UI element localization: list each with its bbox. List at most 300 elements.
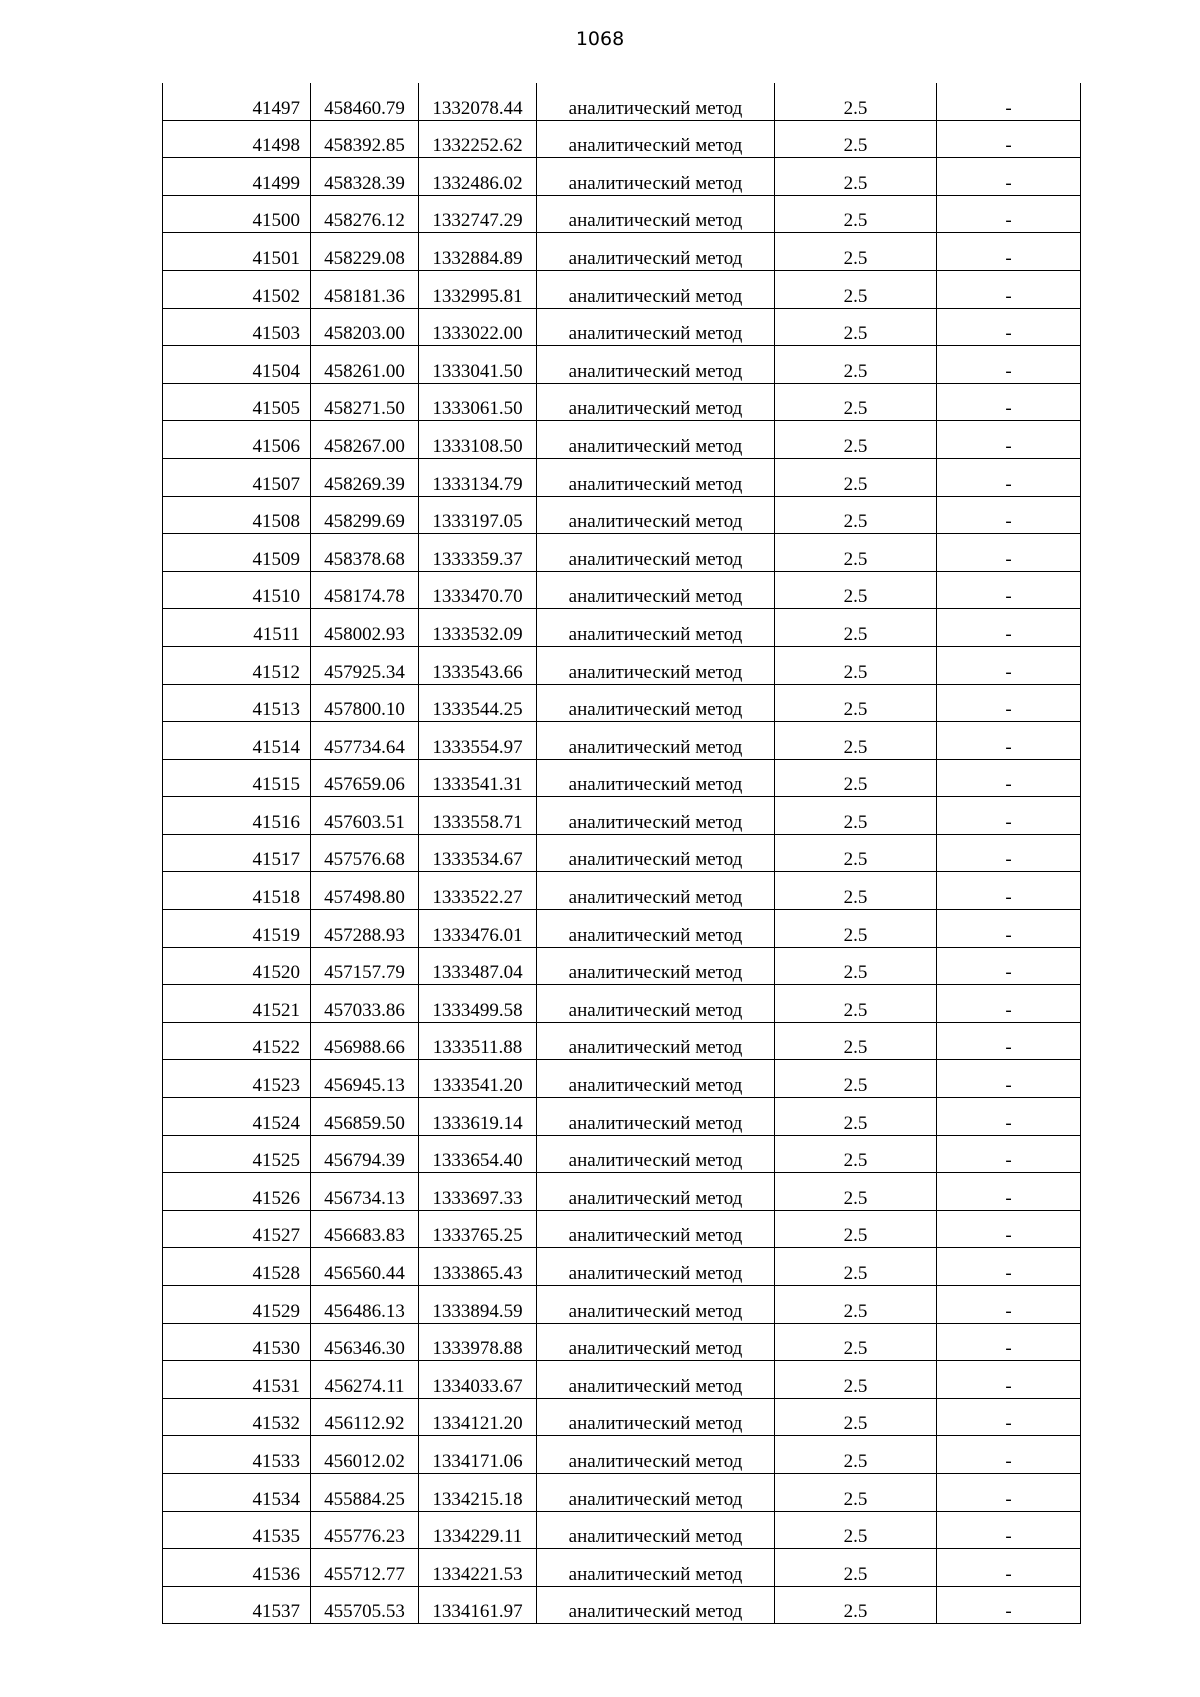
note-text: - [1005, 1338, 1012, 1360]
note-text: - [1005, 999, 1012, 1021]
x-coordinate-cell [311, 421, 419, 459]
accuracy-cell [775, 83, 937, 120]
note-text: - [1005, 1263, 1012, 1284]
x-coordinate-text: 458328.39 [324, 172, 405, 194]
method-text: аналитический метод [568, 548, 743, 570]
y-coordinate-text: 1333619.14 [432, 1112, 523, 1134]
y-coordinate-text: 1333543.66 [432, 661, 523, 683]
y-coordinate-text: 1332995.81 [432, 285, 523, 307]
method-text: аналитический метод [568, 1526, 743, 1548]
y-coordinate-cell [419, 346, 537, 384]
point-number-text: 41525 [252, 1150, 300, 1172]
note-cell [937, 383, 1081, 421]
y-coordinate-text: 1334121.20 [432, 1413, 523, 1435]
accuracy-text: 2.5 [843, 736, 868, 758]
accuracy-cell [775, 985, 937, 1023]
accuracy-text: 2.5 [843, 999, 868, 1021]
y-coordinate-text: 1334033.67 [432, 1375, 523, 1397]
note-text: - [1005, 924, 1012, 946]
table-row [163, 1210, 1081, 1248]
note-cell [937, 270, 1081, 308]
x-coordinate-text: 456734.13 [324, 1187, 405, 1209]
method-text: аналитический метод [568, 1150, 743, 1172]
method-text: аналитический метод [568, 1037, 743, 1059]
table-row [163, 722, 1081, 760]
y-coordinate-cell [419, 947, 537, 985]
point-number-cell [163, 1060, 311, 1098]
x-coordinate-text: 457157.79 [324, 962, 405, 984]
method-text: аналитический метод [568, 473, 743, 495]
x-coordinate-cell [311, 872, 419, 910]
x-coordinate-text: 456683.83 [324, 1225, 405, 1247]
table-row [163, 834, 1081, 872]
x-coordinate-text: 456346.30 [324, 1338, 405, 1360]
point-number-text: 41522 [252, 1037, 300, 1059]
note-text: - [1005, 1225, 1012, 1247]
y-coordinate-cell [419, 834, 537, 872]
y-coordinate-cell [419, 609, 537, 647]
method-text: аналитический метод [568, 1187, 743, 1209]
method-text: аналитический метод [568, 811, 743, 833]
note-cell [937, 646, 1081, 684]
accuracy-cell [775, 797, 937, 835]
y-coordinate-text: 1333197.05 [432, 511, 523, 533]
note-text: - [1005, 210, 1012, 232]
y-coordinate-cell [419, 571, 537, 609]
table-row [163, 1473, 1081, 1511]
x-coordinate-cell [311, 346, 419, 384]
method-cell [537, 308, 775, 346]
x-coordinate-cell [311, 1549, 419, 1587]
point-number-cell [163, 872, 311, 910]
y-coordinate-cell [419, 1473, 537, 1511]
table-row [163, 1511, 1081, 1549]
point-number-cell [163, 1286, 311, 1324]
note-text: - [1005, 1450, 1012, 1472]
point-number-cell [163, 985, 311, 1023]
point-number-cell [163, 609, 311, 647]
y-coordinate-cell [419, 1361, 537, 1399]
point-number-text: 41498 [252, 135, 300, 157]
point-number-text: 41530 [252, 1338, 300, 1360]
note-cell [937, 1060, 1081, 1098]
accuracy-cell [775, 1286, 937, 1324]
y-coordinate-cell [419, 1173, 537, 1211]
accuracy-text: 2.5 [843, 1488, 868, 1510]
method-cell [537, 609, 775, 647]
point-number-text: 41515 [252, 774, 300, 796]
x-coordinate-text: 458181.36 [324, 285, 405, 307]
point-number-cell [163, 1173, 311, 1211]
table-row [163, 1022, 1081, 1060]
point-number-text: 41520 [252, 962, 300, 984]
accuracy-cell [775, 1473, 937, 1511]
x-coordinate-text: 458267.00 [324, 435, 405, 457]
y-coordinate-cell [419, 797, 537, 835]
accuracy-cell [775, 308, 937, 346]
note-text: - [1005, 736, 1012, 758]
point-number-text: 41512 [252, 661, 300, 683]
method-text: аналитический метод [568, 887, 743, 909]
x-coordinate-text: 457925.34 [324, 661, 405, 683]
note-cell [937, 120, 1081, 158]
y-coordinate-cell [419, 759, 537, 797]
table-row [163, 1286, 1081, 1324]
table-row [163, 985, 1081, 1023]
y-coordinate-text: 1333041.50 [432, 360, 523, 382]
point-number-text: 41503 [252, 323, 300, 345]
y-coordinate-text: 1333470.70 [432, 586, 523, 608]
note-text: - [1005, 285, 1012, 307]
accuracy-cell [775, 534, 937, 572]
point-number-text: 41504 [252, 360, 300, 382]
accuracy-cell [775, 1361, 937, 1399]
accuracy-cell [775, 1549, 937, 1587]
accuracy-cell [775, 195, 937, 233]
method-text: аналитический метод [568, 1225, 743, 1247]
note-text: - [1005, 1037, 1012, 1059]
accuracy-cell [775, 1436, 937, 1474]
note-text: - [1005, 323, 1012, 345]
point-number-cell [163, 195, 311, 233]
note-cell [937, 1586, 1081, 1624]
y-coordinate-cell [419, 985, 537, 1023]
table-row [163, 1323, 1081, 1361]
x-coordinate-cell [311, 759, 419, 797]
y-coordinate-text: 1333511.88 [432, 1037, 523, 1059]
y-coordinate-cell [419, 83, 537, 120]
table-row [163, 684, 1081, 722]
y-coordinate-text: 1333487.04 [432, 962, 523, 984]
y-coordinate-cell [419, 646, 537, 684]
note-cell [937, 233, 1081, 271]
table-row [163, 383, 1081, 421]
point-number-cell [163, 646, 311, 684]
method-cell [537, 458, 775, 496]
x-coordinate-cell [311, 120, 419, 158]
accuracy-cell [775, 910, 937, 948]
x-coordinate-cell [311, 1398, 419, 1436]
method-text: аналитический метод [568, 774, 743, 796]
method-cell [537, 1361, 775, 1399]
x-coordinate-text: 458174.78 [324, 586, 405, 608]
note-cell [937, 496, 1081, 534]
x-coordinate-cell [311, 1022, 419, 1060]
x-coordinate-cell [311, 1248, 419, 1286]
point-number-cell [163, 1511, 311, 1549]
accuracy-cell [775, 1398, 937, 1436]
accuracy-text: 2.5 [843, 887, 868, 909]
accuracy-text: 2.5 [843, 962, 868, 984]
note-cell [937, 1248, 1081, 1286]
x-coordinate-text: 456112.92 [324, 1413, 405, 1435]
x-coordinate-text: 456486.13 [324, 1300, 405, 1322]
accuracy-cell [775, 609, 937, 647]
x-coordinate-cell [311, 722, 419, 760]
method-text: аналитический метод [568, 736, 743, 758]
method-text: аналитический метод [568, 210, 743, 232]
x-coordinate-cell [311, 1135, 419, 1173]
method-text: аналитический метод [568, 285, 743, 307]
point-number-cell [163, 1436, 311, 1474]
accuracy-text: 2.5 [843, 360, 868, 382]
x-coordinate-text: 456274.11 [324, 1375, 405, 1397]
y-coordinate-text: 1333558.71 [432, 811, 523, 833]
table-row [163, 496, 1081, 534]
point-number-cell [163, 421, 311, 459]
x-coordinate-text: 457800.10 [324, 699, 405, 721]
note-cell [937, 1549, 1081, 1587]
y-coordinate-cell [419, 1286, 537, 1324]
method-cell [537, 1549, 775, 1587]
method-cell [537, 722, 775, 760]
method-cell [537, 1398, 775, 1436]
method-text: аналитический метод [568, 1375, 743, 1397]
note-cell [937, 195, 1081, 233]
accuracy-cell [775, 722, 937, 760]
method-cell [537, 985, 775, 1023]
x-coordinate-cell [311, 985, 419, 1023]
table-row [163, 120, 1081, 158]
point-number-text: 41527 [252, 1225, 300, 1247]
point-number-text: 41502 [252, 285, 300, 307]
point-number-text: 41532 [252, 1413, 300, 1435]
method-cell [537, 759, 775, 797]
x-coordinate-text: 456012.02 [324, 1450, 405, 1472]
point-number-text: 41511 [253, 623, 300, 645]
method-cell [537, 421, 775, 459]
point-number-cell [163, 458, 311, 496]
note-cell [937, 1210, 1081, 1248]
note-text: - [1005, 661, 1012, 683]
method-text: аналитический метод [568, 1563, 743, 1585]
accuracy-text: 2.5 [843, 398, 868, 420]
method-cell [537, 1060, 775, 1098]
x-coordinate-cell [311, 609, 419, 647]
y-coordinate-text: 1333654.40 [432, 1150, 523, 1172]
point-number-cell [163, 233, 311, 271]
method-cell [537, 1586, 775, 1624]
method-cell [537, 571, 775, 609]
y-coordinate-text: 1334161.97 [432, 1601, 523, 1623]
y-coordinate-cell [419, 195, 537, 233]
x-coordinate-cell [311, 1436, 419, 1474]
note-text: - [1005, 435, 1012, 457]
note-cell [937, 83, 1081, 120]
method-text: аналитический метод [568, 999, 743, 1021]
table-row [163, 233, 1081, 271]
y-coordinate-cell [419, 120, 537, 158]
y-coordinate-cell [419, 1210, 537, 1248]
method-text: аналитический метод [568, 1413, 743, 1435]
point-number-cell [163, 1022, 311, 1060]
note-text: - [1005, 1300, 1012, 1322]
method-text: аналитический метод [568, 247, 743, 269]
method-cell [537, 83, 775, 120]
point-number-text: 41516 [252, 811, 300, 833]
point-number-text: 41536 [252, 1563, 300, 1585]
page-number: 1068 [575, 28, 625, 50]
accuracy-cell [775, 759, 937, 797]
table-row [163, 534, 1081, 572]
y-coordinate-text: 1332252.62 [432, 135, 523, 157]
accuracy-text: 2.5 [843, 247, 868, 269]
accuracy-cell [775, 872, 937, 910]
x-coordinate-cell [311, 83, 419, 120]
method-text: аналитический метод [568, 172, 743, 194]
table-row [163, 1060, 1081, 1098]
note-text: - [1005, 473, 1012, 495]
y-coordinate-cell [419, 1511, 537, 1549]
accuracy-text: 2.5 [843, 774, 868, 796]
point-number-text: 41534 [252, 1488, 300, 1510]
x-coordinate-text: 456794.39 [324, 1150, 405, 1172]
method-cell [537, 1135, 775, 1173]
method-cell [537, 1436, 775, 1474]
y-coordinate-text: 1333894.59 [432, 1300, 523, 1322]
x-coordinate-text: 458392.85 [324, 135, 405, 157]
point-number-text: 41509 [252, 548, 300, 570]
y-coordinate-text: 1333865.43 [432, 1263, 523, 1284]
y-coordinate-cell [419, 684, 537, 722]
accuracy-text: 2.5 [843, 849, 868, 871]
y-coordinate-cell [419, 383, 537, 421]
method-cell [537, 1473, 775, 1511]
accuracy-text: 2.5 [843, 661, 868, 683]
y-coordinate-text: 1332486.02 [432, 172, 523, 194]
point-number-text: 41526 [252, 1187, 300, 1209]
method-text: аналитический метод [568, 135, 743, 157]
note-text: - [1005, 1526, 1012, 1548]
accuracy-cell [775, 346, 937, 384]
point-number-cell [163, 684, 311, 722]
note-cell [937, 1173, 1081, 1211]
note-text: - [1005, 548, 1012, 570]
accuracy-cell [775, 571, 937, 609]
method-text: аналитический метод [568, 398, 743, 420]
note-cell [937, 1135, 1081, 1173]
table-row [163, 609, 1081, 647]
y-coordinate-cell [419, 1060, 537, 1098]
method-cell [537, 1022, 775, 1060]
x-coordinate-cell [311, 1361, 419, 1399]
y-coordinate-text: 1333532.09 [432, 623, 523, 645]
note-text: - [1005, 1187, 1012, 1209]
point-number-text: 41523 [252, 1075, 300, 1097]
accuracy-text: 2.5 [843, 699, 868, 721]
x-coordinate-text: 458378.68 [324, 548, 405, 570]
x-coordinate-cell [311, 1473, 419, 1511]
point-number-text: 41510 [252, 586, 300, 608]
accuracy-cell [775, 120, 937, 158]
method-text: аналитический метод [568, 1112, 743, 1134]
accuracy-text: 2.5 [843, 1563, 868, 1585]
point-number-text: 41499 [252, 172, 300, 194]
y-coordinate-cell [419, 270, 537, 308]
note-cell [937, 985, 1081, 1023]
accuracy-text: 2.5 [843, 1300, 868, 1322]
point-number-cell [163, 571, 311, 609]
note-text: - [1005, 1375, 1012, 1397]
x-coordinate-text: 455712.77 [324, 1563, 405, 1585]
x-coordinate-cell [311, 383, 419, 421]
point-number-cell [163, 947, 311, 985]
table-row [163, 759, 1081, 797]
y-coordinate-cell [419, 496, 537, 534]
method-cell [537, 797, 775, 835]
accuracy-text: 2.5 [843, 135, 868, 157]
accuracy-text: 2.5 [843, 323, 868, 345]
x-coordinate-text: 457288.93 [324, 924, 405, 946]
x-coordinate-cell [311, 1210, 419, 1248]
accuracy-cell [775, 947, 937, 985]
table-row [163, 195, 1081, 233]
note-text: - [1005, 849, 1012, 871]
x-coordinate-cell [311, 646, 419, 684]
accuracy-text: 2.5 [843, 1338, 868, 1360]
accuracy-text: 2.5 [843, 210, 868, 232]
point-number-cell [163, 496, 311, 534]
y-coordinate-cell [419, 458, 537, 496]
x-coordinate-cell [311, 1098, 419, 1136]
method-text: аналитический метод [568, 1075, 743, 1097]
note-cell [937, 947, 1081, 985]
y-coordinate-text: 1333978.88 [432, 1338, 523, 1360]
y-coordinate-text: 1333534.67 [432, 849, 523, 871]
y-coordinate-text: 1334221.53 [432, 1563, 523, 1585]
y-coordinate-text: 1332078.44 [432, 97, 523, 119]
x-coordinate-text: 457734.64 [324, 736, 405, 758]
point-number-text: 41497 [252, 97, 300, 119]
x-coordinate-cell [311, 270, 419, 308]
method-text: аналитический метод [568, 360, 743, 382]
y-coordinate-text: 1333697.33 [432, 1187, 523, 1209]
note-text: - [1005, 135, 1012, 157]
accuracy-cell [775, 458, 937, 496]
accuracy-text: 2.5 [843, 1187, 868, 1209]
y-coordinate-text: 1334171.06 [432, 1450, 523, 1472]
x-coordinate-cell [311, 797, 419, 835]
accuracy-text: 2.5 [843, 1075, 868, 1097]
x-coordinate-text: 458460.79 [324, 97, 405, 119]
x-coordinate-cell [311, 195, 419, 233]
point-number-text: 41514 [252, 736, 300, 758]
note-text: - [1005, 699, 1012, 721]
note-cell [937, 1361, 1081, 1399]
table-row [163, 1173, 1081, 1211]
table-body [163, 83, 1081, 1624]
note-cell [937, 1022, 1081, 1060]
accuracy-cell [775, 684, 937, 722]
point-number-text: 41500 [252, 210, 300, 232]
table-row [163, 1098, 1081, 1136]
x-coordinate-text: 457498.80 [324, 887, 405, 909]
accuracy-text: 2.5 [843, 1526, 868, 1548]
table-row [163, 421, 1081, 459]
point-number-cell [163, 1098, 311, 1136]
y-coordinate-cell [419, 722, 537, 760]
y-coordinate-text: 1333499.58 [432, 999, 523, 1021]
point-number-text: 41528 [252, 1263, 300, 1284]
point-number-cell [163, 534, 311, 572]
point-number-cell [163, 1248, 311, 1286]
method-cell [537, 1098, 775, 1136]
x-coordinate-text: 458299.69 [324, 511, 405, 533]
accuracy-cell [775, 383, 937, 421]
note-cell [937, 158, 1081, 196]
method-cell [537, 496, 775, 534]
point-number-cell [163, 308, 311, 346]
